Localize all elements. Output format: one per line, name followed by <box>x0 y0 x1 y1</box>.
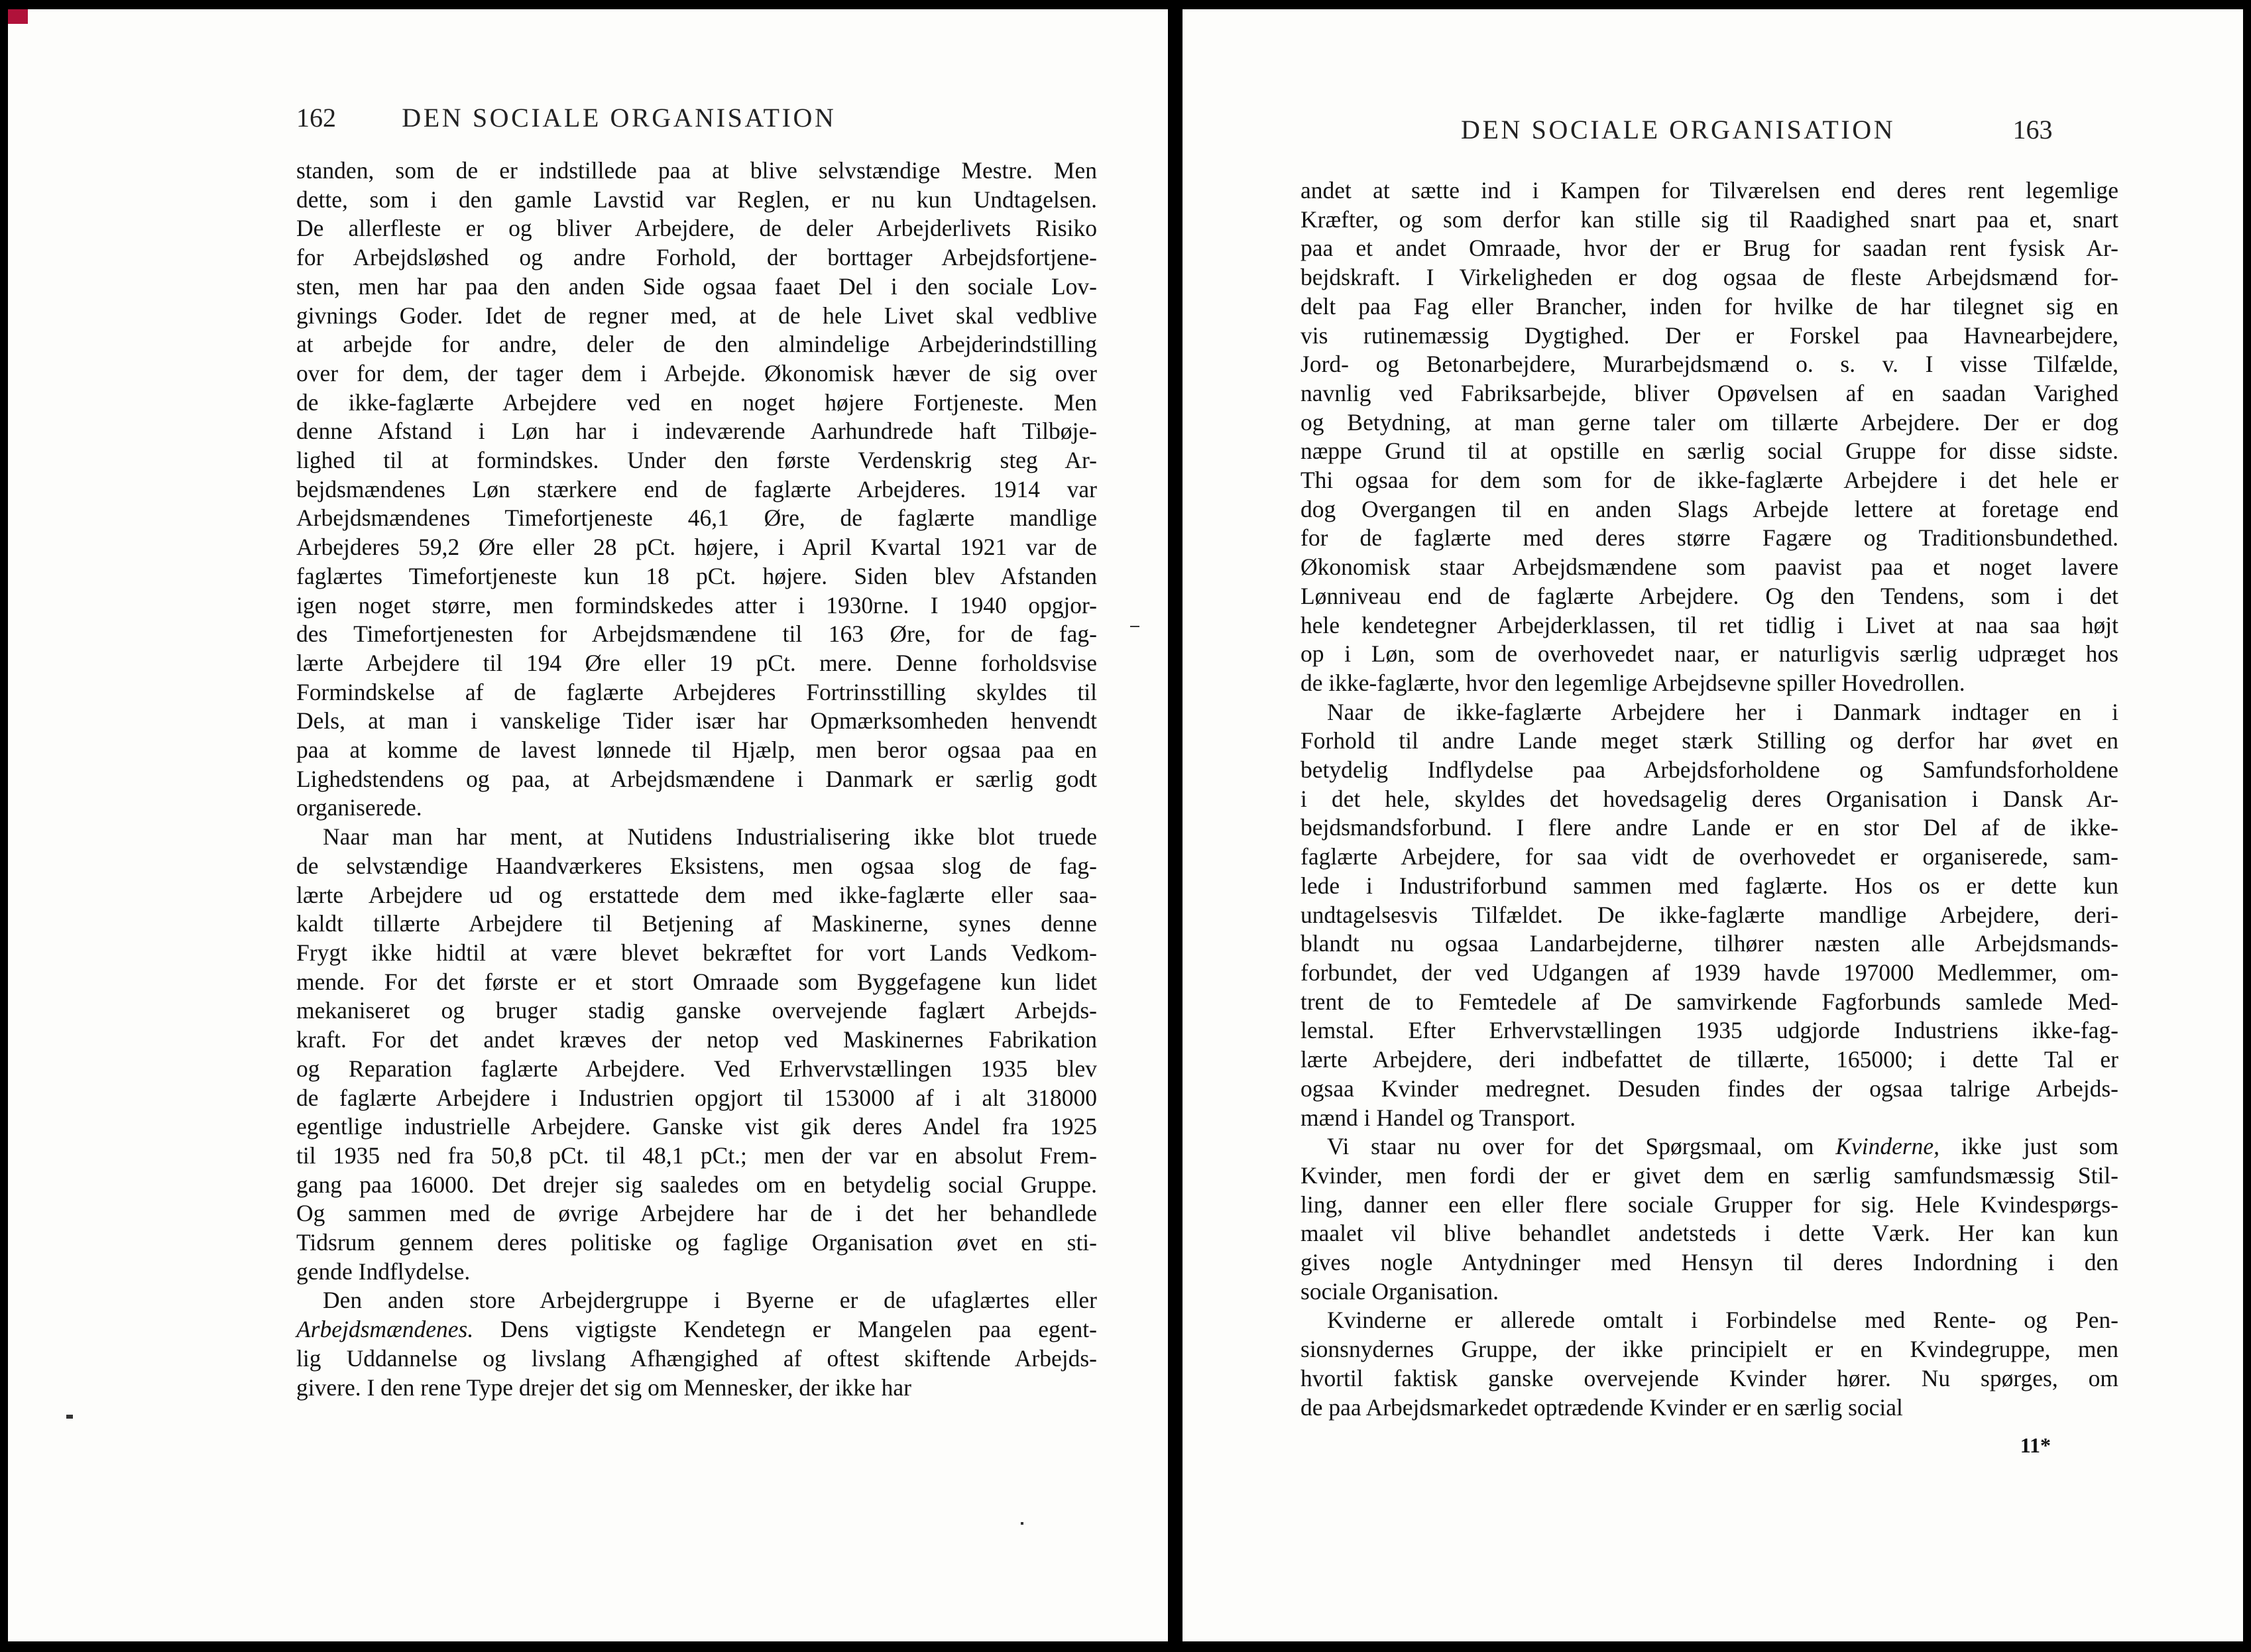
text-line: bejdsmandsforbund. I flere andre Lande er en stor Del af de ikke- <box>1300 814 2118 841</box>
text-line: blandt nu ogsaa Landarbejderne, tilhører næsten alle Arbejdsmands- <box>1300 930 2118 957</box>
text-line: andet at sætte ind i Kampen for Tilværelsen end deres rent legemlige <box>1300 177 2118 204</box>
text-line: sociale Organisation. <box>1300 1277 1499 1305</box>
text-line: ling, danner een eller flere sociale Grupper for sig. Hele Kvindespørgs- <box>1300 1191 2118 1218</box>
text-line: vis rutinemæssig Dygtighed. Der er Forskel paa Havnearbejdere, <box>1300 322 2118 349</box>
text-line: givnings Goder. Idet de regner med, at de hele Livet skal vedblive <box>296 302 1097 329</box>
text-line: ogsaa Kvinder medregnet. Desuden findes der ogsaa talrige Arbejds- <box>1300 1075 2118 1102</box>
text-line: Jord- og Betonarbejdere, Murarbejdsmænd o. s. v. I visse Tilfælde, <box>1300 351 2118 378</box>
text-line: over for dem, der tager dem i Arbejde. Økonomisk hæver de sig over <box>296 359 1097 386</box>
left-page-body <box>296 156 1097 1402</box>
text-line: Lønniveau end de faglærte Arbejdere. Og den Tendens, som i det <box>1300 582 2118 609</box>
text-line: Arbejdsmændenes Timefortjeneste 46,1 Øre, de faglærte mandlige <box>296 504 1097 532</box>
text-line: denne Afstand i Løn har i indeværende Aarhundrede haft Tilbøje- <box>296 418 1097 445</box>
text-line: navnlig ved Fabriksarbejde, bliver Opøvelsen af en saadan Varighed <box>1300 379 2118 406</box>
text-line: og Reparation faglærte Arbejdere. Ved Erhvervstællingen 1935 blev <box>296 1055 1097 1082</box>
text-line: Økonomisk staar Arbejdsmændene som paavist paa et noget lavere <box>1300 554 2118 581</box>
text-line: Den anden store Arbejdergruppe i Byerne er de ufaglærtes eller <box>323 1287 1097 1314</box>
text-line: betydelig Indflydelse paa Arbejdsforholdene og Samfundsforholdene <box>1300 756 2118 784</box>
text-line: Frygt ikke hidtil at være blevet bekræftet for vort Lands Vedkom- <box>296 939 1097 966</box>
text-line: dette, som i den gamle Lavstid var Reglen, er nu kun Undtagelsen. <box>296 186 1097 213</box>
print-speck <box>66 1415 73 1419</box>
left-page-header <box>296 102 837 133</box>
right-page-header <box>1461 114 2053 145</box>
text-line: Forhold til andre Lande meget stærk Stilling og derfor har øvet en <box>1300 727 2118 754</box>
text-line: gende Indflydelse. <box>296 1258 471 1285</box>
text-line: for de faglærte med deres større Fagære og Traditionsbundethed. <box>1300 524 2118 552</box>
text-line: gang paa 16000. Det drejer sig saaledes om en betydelig social Gruppe. <box>296 1171 1097 1198</box>
text-line: sten, men har paa den anden Side ogsaa faaet Del i den sociale Lov- <box>296 272 1097 300</box>
text-line: gives nogle Antydninger med Hensyn til deres Indordning i den <box>1300 1249 2118 1276</box>
text-line: givere. I den rene Type drejer det sig om Mennesker, der ikke har <box>296 1374 911 1401</box>
text-line: mænd i Handel og Transport. <box>1300 1104 1576 1131</box>
text-line: dog Overgangen til en anden Slags Arbejde lettere at foretage end <box>1300 495 2118 522</box>
text-line: og Betydning, at man gerne taler om tillærte Arbejdere. Der er dog <box>1300 408 2118 436</box>
text-line: at arbejde for andre, deler de den almindelige Arbejderindstilling <box>296 331 1097 358</box>
text-line: maalet vil blive behandlet andetsteds i dette Værk. Her kan kun <box>1300 1220 2118 1247</box>
left-page <box>8 9 1168 1641</box>
text-line: Dels, at man i vanskelige Tider især har Opmærksomheden henvendt <box>296 707 1097 735</box>
text-line: undtagelsesvis Tilfældet. De ikke-faglærte mandlige Arbejdere, deri- <box>1300 901 2118 928</box>
text-line: lærte Arbejdere til 194 Øre eller 19 pCt. mere. Denne forholdsvise <box>296 649 1097 676</box>
right-page <box>1183 9 2243 1641</box>
text-line: Kvinderne er allerede omtalt i Forbindelse med Rente- og Pen- <box>1327 1307 2118 1334</box>
text-line: i det hele, skyldes det hovedsagelig deres Organisation i Dansk Ar- <box>1300 785 2118 812</box>
text-line: Kvinder, men fordi der er givet dem en særlig samfundsmæssig Stil- <box>1300 1161 2118 1189</box>
text-line: lede i Industriforbund sammen med faglærte. Hos os er dette kun <box>1300 872 2118 899</box>
text-line: standen, som de er indstillede paa at blive selvstændige Mestre. Men <box>296 157 1097 184</box>
text-line: De allerfleste er og bliver Arbejdere, de deler Arbejderlivets Risiko <box>296 215 1097 242</box>
text-line: de ikke-faglærte, hvor den legemlige Arbejdsevne spiller Hovedrollen. <box>1300 669 1965 696</box>
text-line: hele kendetegner Arbejderklassen, til ret tidlig i Livet at naa saa højt <box>1300 611 2118 638</box>
text-line: kraft. For det andet kræves der netop ved Maskinernes Fabrikation <box>296 1026 1097 1053</box>
text-line: delt paa Fag eller Brancher, inden for hvilke de har tilegnet sig en <box>1300 292 2118 320</box>
left-page-number: 162 <box>296 103 336 133</box>
right-running-head: DEN SOCIALE ORGANISATION <box>1461 115 1896 145</box>
text-line: Naar man har ment, at Nutidens Industrialisering ikke blot truede <box>323 823 1097 851</box>
text-line: lærte Arbejdere, deri indbefattet de tillærte, 165000; i dette Tal er <box>1300 1046 2118 1073</box>
text-line: bejdsmændenes Løn stærkere end de faglærte Arbejderes. 1914 var <box>296 475 1097 502</box>
text-line: lig Uddannelse og livslang Afhængighed af oftest skiftende Arbejds- <box>296 1344 1097 1372</box>
text-line: bejdskraft. I Virkeligheden er dog ogsaa de fleste Arbejdsmænd for- <box>1300 264 2118 291</box>
text-line: lighed til at formindskes. Under den første Verdenskrig steg Ar- <box>296 447 1097 474</box>
text-line: Og sammen med de øvrige Arbejdere har de i det her behandlede <box>296 1200 1097 1227</box>
text-line: Kræfter, og som derfor kan stille sig til Raadighed snart paa et, snart <box>1300 206 2118 233</box>
text-line: Formindskelse af de faglærte Arbejderes Fortrinsstilling skyldes til <box>296 678 1097 705</box>
print-speck <box>1130 626 1139 627</box>
right-page-body <box>1300 176 2118 1422</box>
text-line: faglærtes Timefortjeneste kun 18 pCt. højere. Siden blev Afstanden <box>296 562 1097 589</box>
text-line: Naar de ikke-faglærte Arbejdere her i Danmark indtager en i <box>1327 698 2118 725</box>
text-line: de ikke-faglærte Arbejdere ved en noget højere Fortjeneste. Men <box>296 388 1097 416</box>
text-line: næppe Grund til at opstille en særlig social Gruppe for disse sidste. <box>1300 438 2118 465</box>
text-line: kaldt tillærte Arbejdere til Betjening af Maskinerne, synes denne <box>296 910 1097 937</box>
text-line: des Timefortjenesten for Arbejdsmændene til 163 Øre, for de fag- <box>296 620 1097 648</box>
text-line: trent de to Femtedele af De samvirkende Fagforbunds samlede Med- <box>1300 988 2118 1015</box>
text-line: Tidsrum gennem deres politiske og faglige Organisation øvet en sti- <box>296 1229 1097 1256</box>
text-line: Lighedstendens og paa, at Arbejdsmændene i Danmark er særlig godt <box>296 765 1097 792</box>
print-speck <box>1021 1522 1023 1525</box>
text-line: lærte Arbejdere ud og erstattede dem med ikke-faglærte eller saa- <box>296 881 1097 908</box>
text-line: op i Løn, som de overhovedet naar, er naturligvis særlig udpræget hos <box>1300 640 2118 668</box>
text-line: lemstal. Efter Erhvervstællingen 1935 udgjorde Industriens ikke-fag- <box>1300 1017 2118 1044</box>
text-line: paa et andet Omraade, hvor der er Brug for saadan rent fysisk Ar- <box>1300 235 2118 262</box>
text-line: hvortil faktisk ganske overvejende Kvinder hører. Nu spørges, om <box>1300 1364 2118 1391</box>
text-line: Thi ogsaa for dem som for de ikke-faglærte Arbejdere i det hele er <box>1300 467 2118 494</box>
text-line: mekaniseret og bruger stadig ganske overvejende faglært Arbejds- <box>296 997 1097 1024</box>
text-line: sionsnydernes Gruppe, der ikke principielt er en Kvindegruppe, men <box>1300 1336 2118 1363</box>
text-line: faglærte Arbejdere, for saa vidt de overhovedet er organiserede, sam- <box>1300 843 2118 870</box>
text-line: Arbejdsmændenes. Dens vigtigste Kendetegn er Mangelen paa egent- <box>296 1316 1097 1343</box>
text-line: paa at komme de lavest lønnede til Hjælp, men beror ogsaa paa en <box>296 737 1097 764</box>
text-line: de selvstændige Haandværkeres Eksistens, men ogsaa slog de fag- <box>296 852 1097 879</box>
signature-mark: 11* <box>2020 1433 2051 1457</box>
text-line: de faglærte Arbejdere i Industrien opgjort til 153000 af i alt 318000 <box>296 1084 1097 1111</box>
right-page-number: 163 <box>2012 115 2053 145</box>
text-line: til 1935 ned fra 50,8 pCt. til 48,1 pCt.; men der var en absolut Frem- <box>296 1142 1097 1169</box>
text-line: Arbejderes 59,2 Øre eller 28 pCt. højere, i April Kvartal 1921 var de <box>296 534 1097 561</box>
text-line: mende. For det første er et stort Omraade som Byggefagene kun lidet <box>296 968 1097 995</box>
red-corner-mark <box>8 9 28 24</box>
text-line: forbundet, der ved Udgangen af 1939 havde 197000 Medlemmer, om- <box>1300 959 2118 986</box>
text-line: organiserede. <box>296 794 422 821</box>
text-line: for Arbejdsløshed og andre Forhold, der borttager Arbejdsfortjene- <box>296 244 1097 271</box>
text-line: de paa Arbejdsmarkedet optrædende Kvinder er en særlig social <box>1300 1393 1903 1421</box>
text-line: egentlige industrielle Arbejdere. Ganske vist gik deres Andel fra 1925 <box>296 1113 1097 1140</box>
text-line: igen noget større, men formindskedes atter i 1930rne. I 1940 opgjor- <box>296 591 1097 619</box>
left-running-head: DEN SOCIALE ORGANISATION <box>402 103 837 133</box>
text-line: Vi staar nu over for det Spørgsmaal, om Kvinderne, ikke just som <box>1327 1133 2118 1160</box>
